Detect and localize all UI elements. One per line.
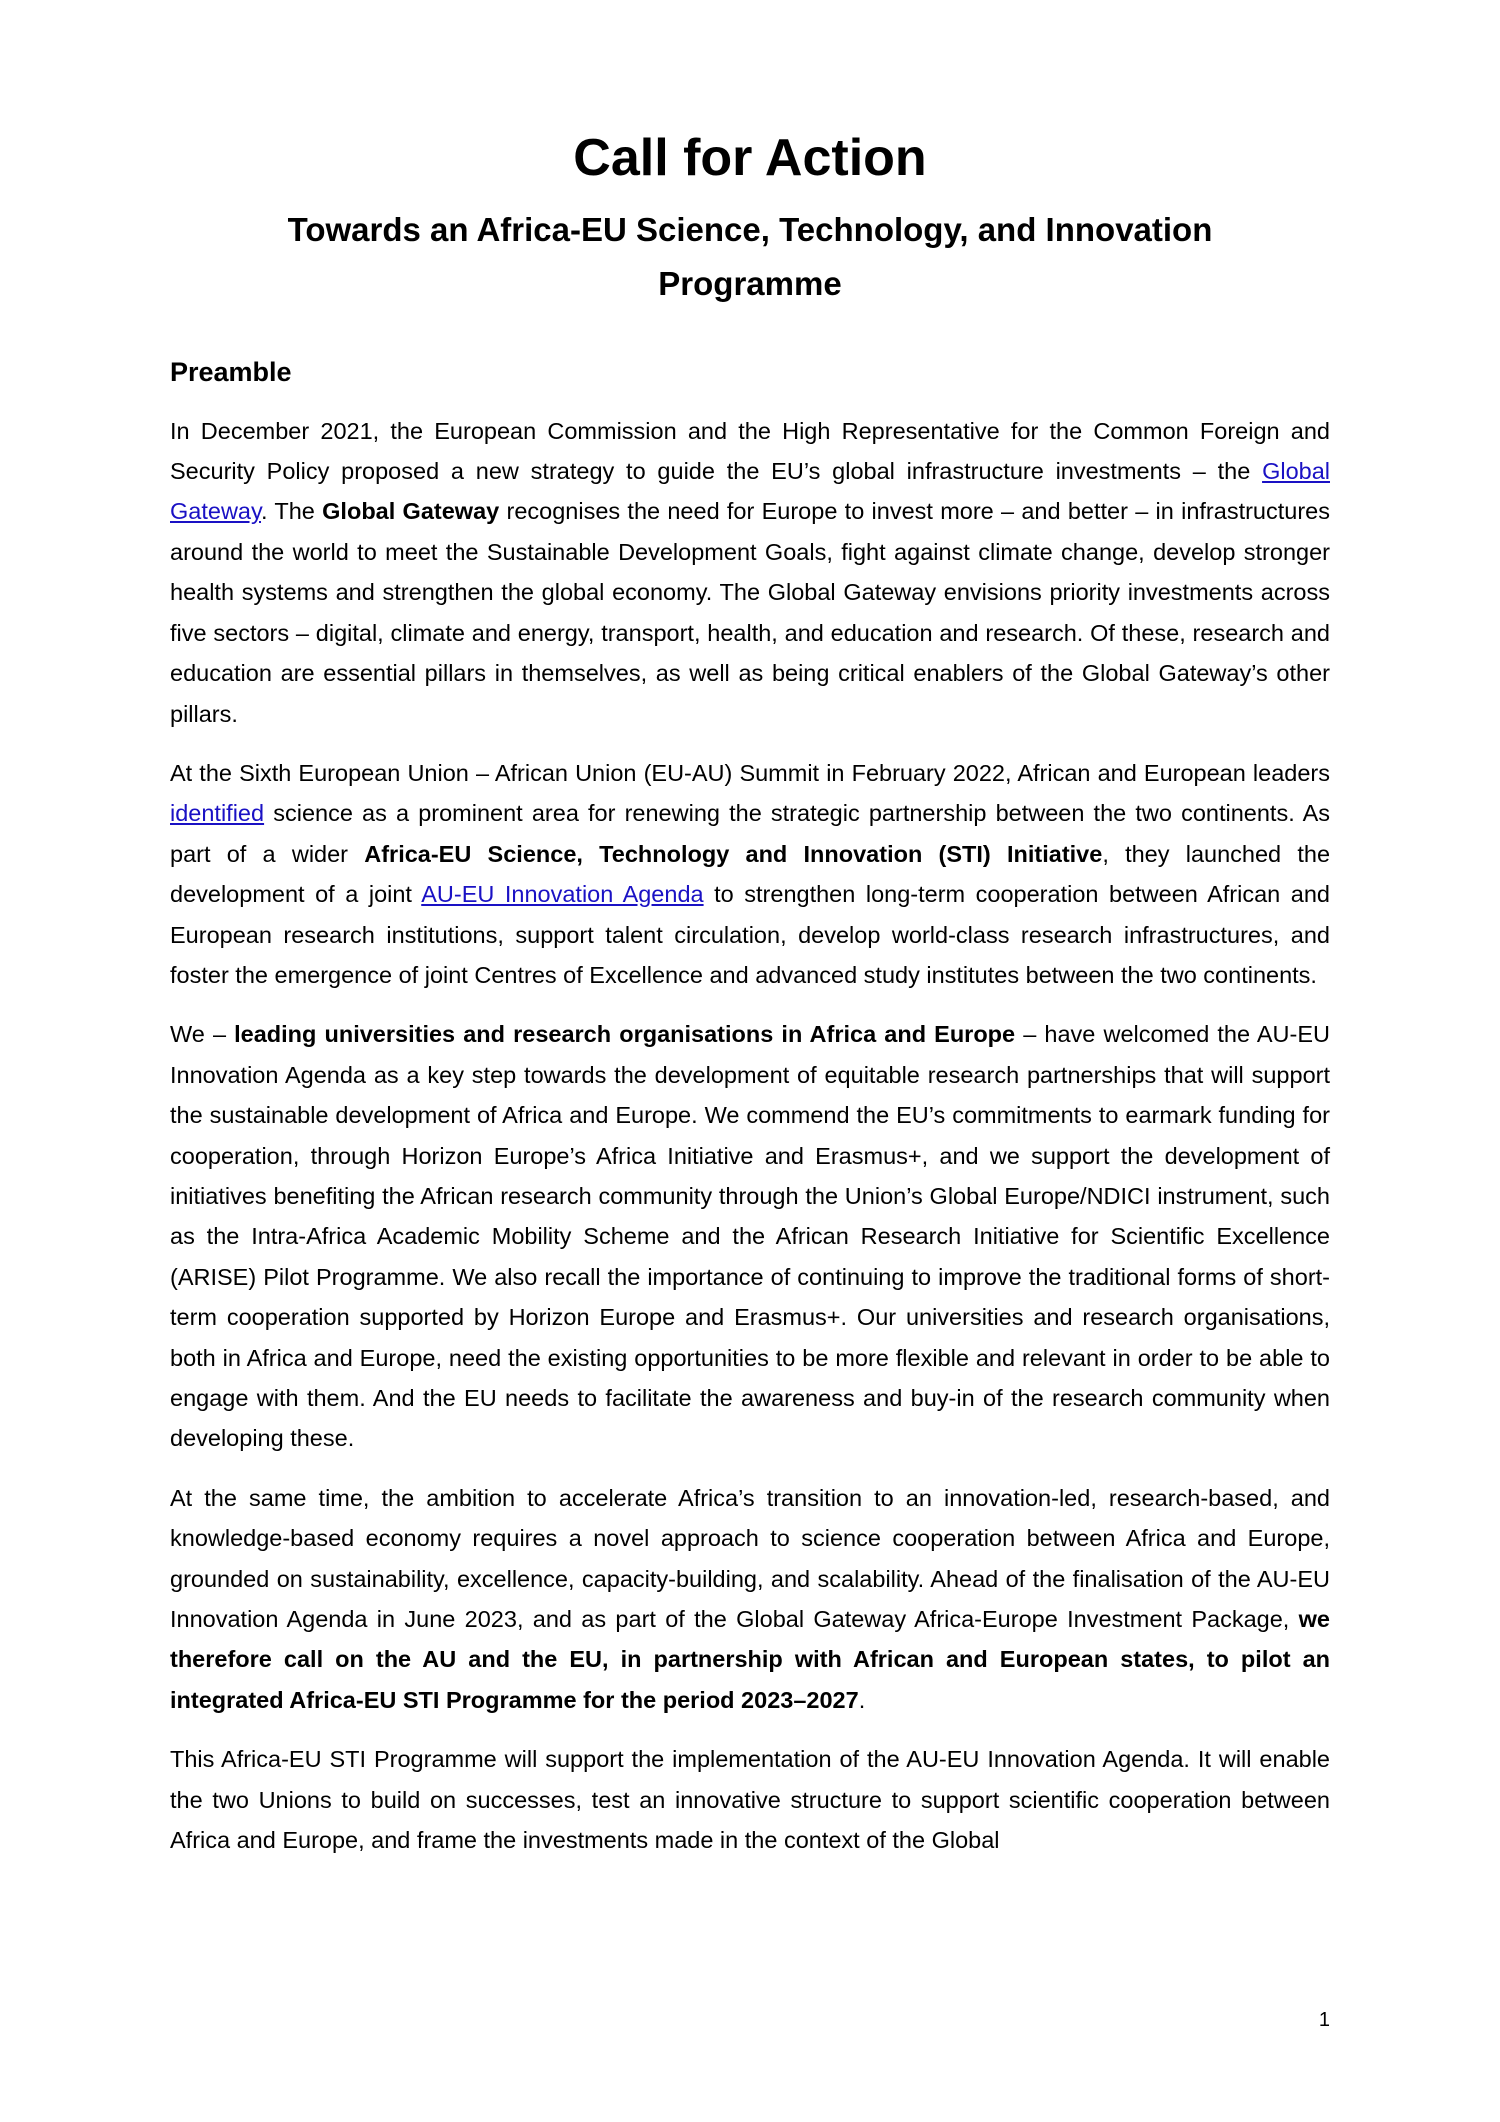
text-run: This Africa-EU STI Programme will support the implementation of the AU-EU Innovation Agenda. It will enable the two Unions to build on successes, test an innovative structure to support scientific cooperation between Africa and Europe, and frame the investments made in the context of the Global (170, 1746, 1330, 1854)
paragraph-2 (170, 753, 1330, 995)
text-run: In December 2021, the European Commission and the High Representative for the Common Foreign and Security Policy proposed a new strategy to guide the EU’s global infrastructure investments – the (170, 417, 1330, 485)
text-run: , they launched the development of a joint (170, 840, 1331, 908)
text-run: . The (261, 498, 323, 525)
bold-run-sti-initiative: Africa-EU Science, Technology and Innovation (STI) Initiative (364, 840, 1103, 867)
bold-run-call-on-au-eu: we therefore call on the AU and the EU, in partnership with African and European states, to pilot an integrated Africa-EU STI Programme for the period 2023–2027 (170, 1606, 1330, 1713)
link-identified[interactable]: identified (170, 800, 265, 827)
text-run: recognises the need for Europe to invest more – and better – in infrastructures around the world to meet the Sustainable Development Goals, fight against climate change, develop stronger health systems and strengthen the global economy. The Global Gateway envisions priority investments across five sectors – digital, climate and energy, transport, health, and education and research. Of these, research and education are essential pillars in themselves, as well as being critical enablers of the Global Gateway’s other pillars. (170, 498, 1330, 727)
page-number: 1 (1318, 2009, 1330, 2031)
paragraph-1 (170, 411, 1330, 734)
text-run: science as a prominent area for renewing the strategic partnership between the two continents. As part of a wider (170, 800, 1330, 867)
text-run: – have welcomed the AU-EU Innovation Agenda as a key step towards the development of equitable research partnerships that will support the sustainable development of Africa and Europe. We commend the EU’s commitments to earmark funding for cooperation, through Horizon Europe’s Africa Initiative and Erasmus+, and we support the development of initiatives benefiting the African research community through the Union’s Global Europe/NDICI instrument, such as the Intra-Africa Academic Mobility Scheme and the African Research Initiative for Scientific Excellence (ARISE) Pilot Programme. We also recall the importance of continuing to improve the traditional forms of short-term cooperation supported by Horizon Europe and Erasmus+. Our universities and research organisations, both in Africa and Europe, need the existing opportunities to be more flexible and relevant in order to be able to engage with them. And the EU needs to facilitate the awareness and buy-in of the research community when developing these. (170, 1021, 1330, 1452)
bold-run-leading-universities: leading universities and research organisations in Africa and Europe (234, 1021, 1016, 1048)
page-title: Call for Action (573, 129, 927, 187)
text-run: We – (170, 1021, 235, 1048)
section-heading-preamble: Preamble (170, 357, 292, 388)
paragraph-3 (170, 1014, 1330, 1458)
text-run: . (858, 1686, 866, 1713)
text-run: to strengthen long-term cooperation between African and European research institutions, support talent circulation, develop world-class research infrastructures, and foster the emergence of joint Centres of Excellence and advanced study institutes between the two continents. (170, 881, 1330, 988)
bold-run-global-gateway: Global Gateway (322, 498, 500, 525)
text-run: At the Sixth European Union – African Union (EU-AU) Summit in February 2022, African and European leaders (170, 759, 1330, 786)
text-run: At the same time, the ambition to accelerate Africa’s transition to an innovation-led, research-based, and knowledge-based economy requires a novel approach to science cooperation between Africa and Europe, grounded on sustainability, excellence, capacity-building, and scalability. Ahead of the finalisation of the AU-EU Innovation Agenda in June 2023, and as part of the Global Gateway Africa-Europe Investment Package, (170, 1484, 1330, 1633)
link-au-eu-innovation-agenda[interactable]: AU-EU Innovation Agenda (421, 881, 704, 908)
link-global-gateway[interactable]: Global Gateway (170, 458, 1330, 525)
page-subtitle: Towards an Africa-EU Science, Technology, and Innovation Programme (287, 211, 1213, 302)
paragraph-4 (170, 1478, 1330, 1720)
paragraph-5 (170, 1739, 1330, 1860)
